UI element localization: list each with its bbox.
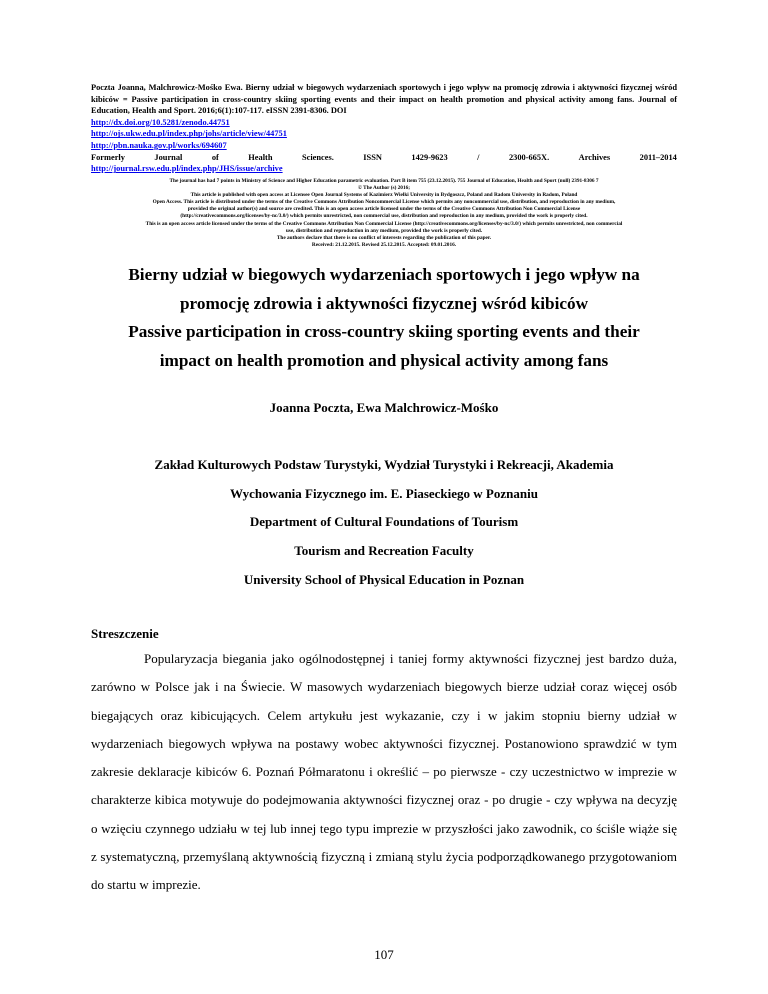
paper-title (80, 261, 688, 375)
abstract-heading: Streszczenie (91, 626, 159, 641)
title-line: Bierny udział w biegowych wydarzeniach sportowych i jego wpływ na (128, 265, 640, 284)
citation-text: Poczta Joanna, Malchrowicz-Mośko Ewa. Bierny udział w biegowych wydarzeniach sportowych i jego wpływ na promocję zdrowia i aktywności fizycznej wśród kibiców = Passive participation in cross-country skiing sporting events and their impact on health promotion and physical activity among fans. Journal of Education, Health and Sport. 2016;6(1):107-117. eISSN 2391-8306. DOI (91, 83, 677, 116)
license-notice: The journal has had 7 points in Ministry of Science and Higher Education parametric evaluation. Part B item 755 (23.12.2015). 755 Journal of Education, Health and Sport (null) 2391-8306 7 © The Author (s) 2016; This article is published with open access at Licensee Open Journal Systems of Kazimierz Wielki University in Bydgoszcz, Poland and Radom University in Radom, Poland Open Access. This article is distributed under the terms of the Creative Commons Attribution Noncommercial License which permits any noncommercial use, distribution, and reproduction in any medium, provided the original author(s) and source are credited. This is an open access article licensed under the terms of the Creative Commons Attribution Non Commercial License (http://creativecommons.org/licenses/by-nc/3.0/) which permits unrestricted, non commercial use, distribution and reproduction in any medium, provided the work is properly cited. This is an open access article licensed under the terms of the Creative Commons Attribution Non Commercial License (http://creativecommons.org/licenses/by-nc/3.0/) which permits unrestricted, non commercial use, distribution and reproduction in any medium, provided the work is properly cited. The authors declare that there is no conflict of interests regarding the publication of this paper. Received: 21.12.2015. Revised 25.12.2015. Accepted: 09.01.2016. (145, 178, 623, 248)
ojs-article-link[interactable]: http://ojs.ukw.edu.pl/index.php/johs/article/view/44751 (91, 129, 287, 139)
affiliation: Zakład Kulturowych Podstaw Turystyki, Wydział Turystyki i Rekreacji, Akademia Wychowania Fizycznego im. E. Piaseckiego w Poznaniu Department of Cultural Foundations of Tourism Tourism and Recreation Faculty University School of Physical Education in Poznan (154, 457, 614, 587)
journal-archive-link[interactable]: http://journal.rsw.edu.pl/index.php/JHS/issue/archive (91, 164, 283, 174)
pbn-works-link[interactable]: http://pbn.nauka.gov.pl/works/694607 (91, 140, 227, 150)
abstract-text: Popularyzacja biegania jako ogólnodostępnej i taniej formy aktywności fizycznej jest bardzo duża, zarówno w Polsce jak i na Świecie. W masowych wydarzeniach biegowych bierze udział coraz więcej osób biegających oraz kibicujących. Celem artykułu jest wykazanie, czy i w jakim stopniu bierny udział w wydarzeniach biegowych wpływa na postawy wobec aktywności fizycznej. Postanowiono sprawdzić w tym zakresie deklaracje kibiców 6. Poznań Półmaratonu i określić – po pierwsze - czy uczestnictwo w imprezie w charakterze kibica motywuje do podejmowania aktywności fizycznej oraz - po drugie - czy wpływa na decyzję o wzięciu czynnego udziału w tej lub innej tego typu imprezie w przyszłości jako zawodnik, co ściśle wiąże się z systematyczną, przemyślaną aktywnością fizyczną i zmianą stylu życia podporządkowanego przygotowaniom do startu w imprezie. (91, 651, 677, 893)
doi-link[interactable]: http://dx.doi.org/10.5281/zenodo.44751 (91, 117, 230, 127)
title-line: Passive participation in cross-country skiing sporting events and their (128, 322, 640, 342)
page-number: 107 (374, 947, 394, 962)
authors: Joanna Poczta, Ewa Malchrowicz-Mośko (269, 400, 499, 415)
title-line: impact on health promotion and physical activity among fans (159, 350, 609, 370)
formerly-line: Formerly Journal of Health Sciences. ISSN 1429-9623 / 2300-665X. Archives 2011–2014 (91, 152, 677, 162)
citation-block (91, 82, 677, 175)
title-line: promocję zdrowia i aktywności fizycznej wśród kibiców (179, 293, 588, 313)
